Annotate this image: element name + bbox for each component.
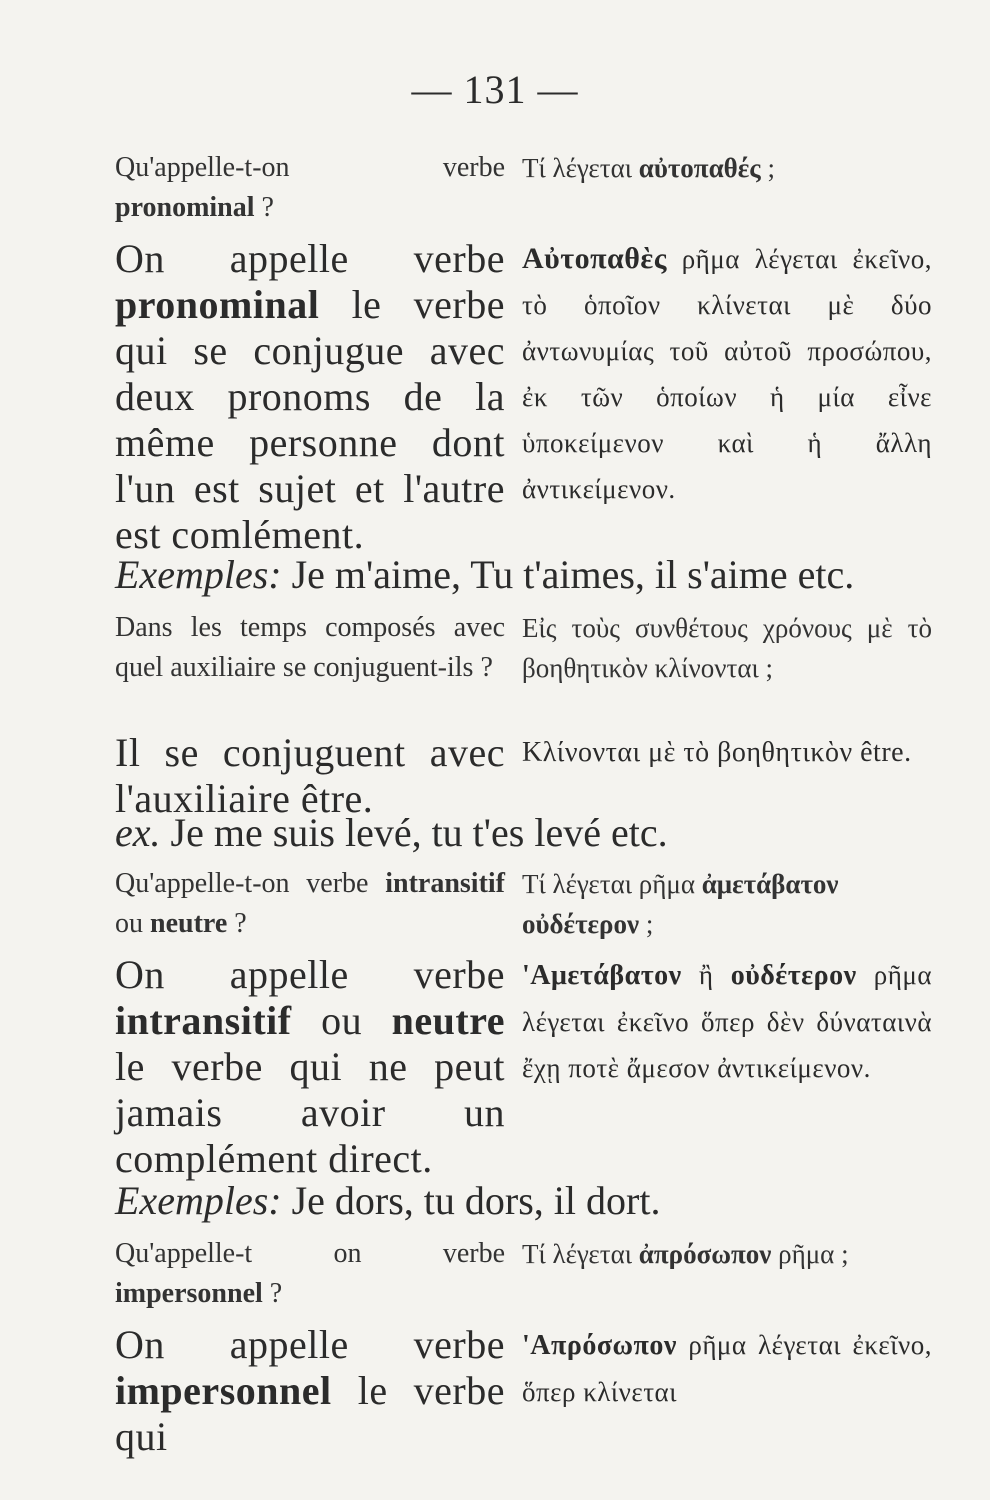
gr-answer: Κλίνονται μὲ τὸ βοηθητικὸν être. — [522, 737, 912, 768]
example-line: Exemples: Je m'aime, Tu t'aimes, il s'aime etc. — [115, 552, 855, 597]
gr-answer: 'Αμετάβατον ἢ οὐδέτερον ρῆμα λέγεται ἐκεῖνο ὅπερ δὲν δύναταινὰ ἔχῃ ποτὲ ἄμεσον ἀντικείμενον. — [522, 960, 933, 1083]
example-line: Exemples: Je dors, tu dors, il dort. — [115, 1178, 661, 1223]
fr-question: Dans les temps composés avec quel auxiliaire se conjuguent-ils ? — [115, 612, 505, 683]
fr-question: Qu'appelle-t on verbe impersonnel ? — [115, 1238, 505, 1309]
fr-answer: On appelle verbe intransitif ou neutre le verbe qui ne peut jamais avoir un complément direct. — [115, 952, 505, 1181]
fr-answer: On appelle verbe pronominal le verbe qui se conjugue avec deux pronoms de la même personne dont l'un est sujet et l'autre est comlément. — [115, 236, 505, 557]
fr-question: Qu'appelle-t-on verbe pronominal ? — [115, 152, 505, 223]
fr-question: Qu'appelle-t-on verbe intransitif ou neutre ? — [115, 868, 505, 939]
gr-question: Τί λέγεται ἀπρόσωπον ρῆμα ; — [522, 1239, 849, 1269]
fr-answer: On appelle verbe impersonnel le verbe qui — [115, 1322, 505, 1459]
example-line: ex. Je me suis levé, tu t'es levé etc. — [115, 810, 668, 855]
gr-answer: Αὐτοπαθὲς ρῆμα λέγεται ἐκεῖνο, τὸ ὁποῖον κλίνεται μὲ δύο ἀντωνυμίας τοῦ αὐτοῦ προσώπου, ἐκ τῶν ὁποίων ἡ μία εἶνε ὑποκείμενον καὶ ἡ ἄλλη ἀντικείμενον. — [522, 242, 932, 504]
gr-answer: 'Απρόσωπον ρῆμα λέγεται ἐκεῖνο, ὅπερ κλίνεται — [522, 1330, 932, 1407]
gr-question: Τί λέγεται ρῆμα ἀμετάβατον οὐδέτερον ; — [522, 869, 839, 939]
fr-answer: Il se conjuguent avec l'auxiliaire être. — [115, 730, 505, 821]
gr-question: Εἰς τοὺς συνθέτους χρόνους μὲ τὸ βοηθητικὸν κλίνονται ; — [522, 613, 932, 683]
page-number: — 131 — — [411, 67, 579, 112]
gr-question: Τί λέγεται αὐτοπαθές ; — [522, 153, 775, 183]
